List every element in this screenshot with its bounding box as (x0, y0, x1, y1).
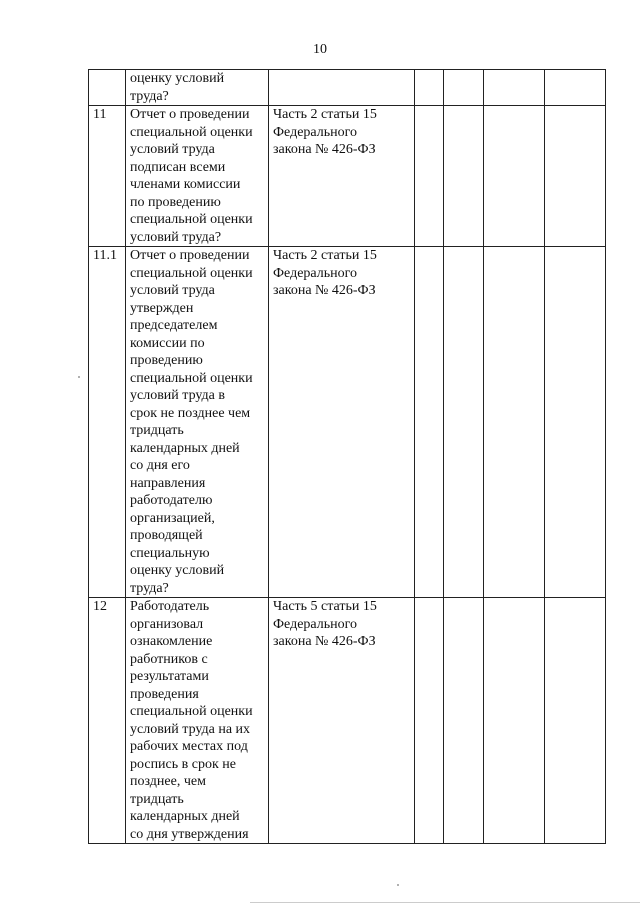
question-cell: Отчет о проведении специальной оценки условий труда утвержден председателем комиссии по проведению специальной оценки условий труда в срок не позднее чем тридцать календарных дней со дня его направления работодателю организацией, проводящей специальную оценку условий труда? (126, 247, 269, 598)
row-number-cell: 12 (89, 598, 126, 844)
row-number-cell (89, 70, 126, 106)
answer-cell-yes (415, 106, 444, 247)
notes-cell (545, 70, 606, 106)
answer-cell-not-applicable (484, 70, 545, 106)
notes-cell (545, 247, 606, 598)
page-number: 10 (313, 42, 327, 57)
notes-cell (545, 598, 606, 844)
answer-cell-not-applicable (484, 598, 545, 844)
answer-cell-no (444, 247, 484, 598)
answer-cell-not-applicable (484, 247, 545, 598)
table-row (89, 106, 606, 247)
question-cell: оценку условий труда? (126, 70, 269, 106)
row-number-cell: 11 (89, 106, 126, 247)
answer-cell-no (444, 70, 484, 106)
question-cell: Работодатель организовал ознакомление работников с результатами проведения специальной оценки условий труда на их рабочих местах под роспись в срок не позднее, чем тридцать календарных дней со дня утверждения (126, 598, 269, 844)
answer-cell-no (444, 106, 484, 247)
table-row (89, 70, 606, 106)
answer-cell-no (444, 598, 484, 844)
legal-reference-cell: Часть 5 статьи 15 Федерального закона № 426-ФЗ (269, 598, 415, 844)
legal-reference-cell: Часть 2 статьи 15 Федерального закона № 426-ФЗ (269, 106, 415, 247)
row-number-cell: 11.1 (89, 247, 126, 598)
checklist-table (88, 69, 606, 844)
legal-reference-cell: Часть 2 статьи 15 Федерального закона № 426-ФЗ (269, 247, 415, 598)
question-cell: Отчет о проведении специальной оценки условий труда подписан всеми членами комиссии по проведению специальной оценки условий труда? (126, 106, 269, 247)
table-row (89, 598, 606, 844)
answer-cell-yes (415, 247, 444, 598)
scan-artifact-line (250, 902, 640, 903)
answer-cell-yes (415, 598, 444, 844)
answer-cell-yes (415, 70, 444, 106)
scan-artifact-dot (397, 884, 399, 886)
legal-reference-cell (269, 70, 415, 106)
answer-cell-not-applicable (484, 106, 545, 247)
table-row (89, 247, 606, 598)
notes-cell (545, 106, 606, 247)
scan-artifact-dot (78, 376, 80, 378)
